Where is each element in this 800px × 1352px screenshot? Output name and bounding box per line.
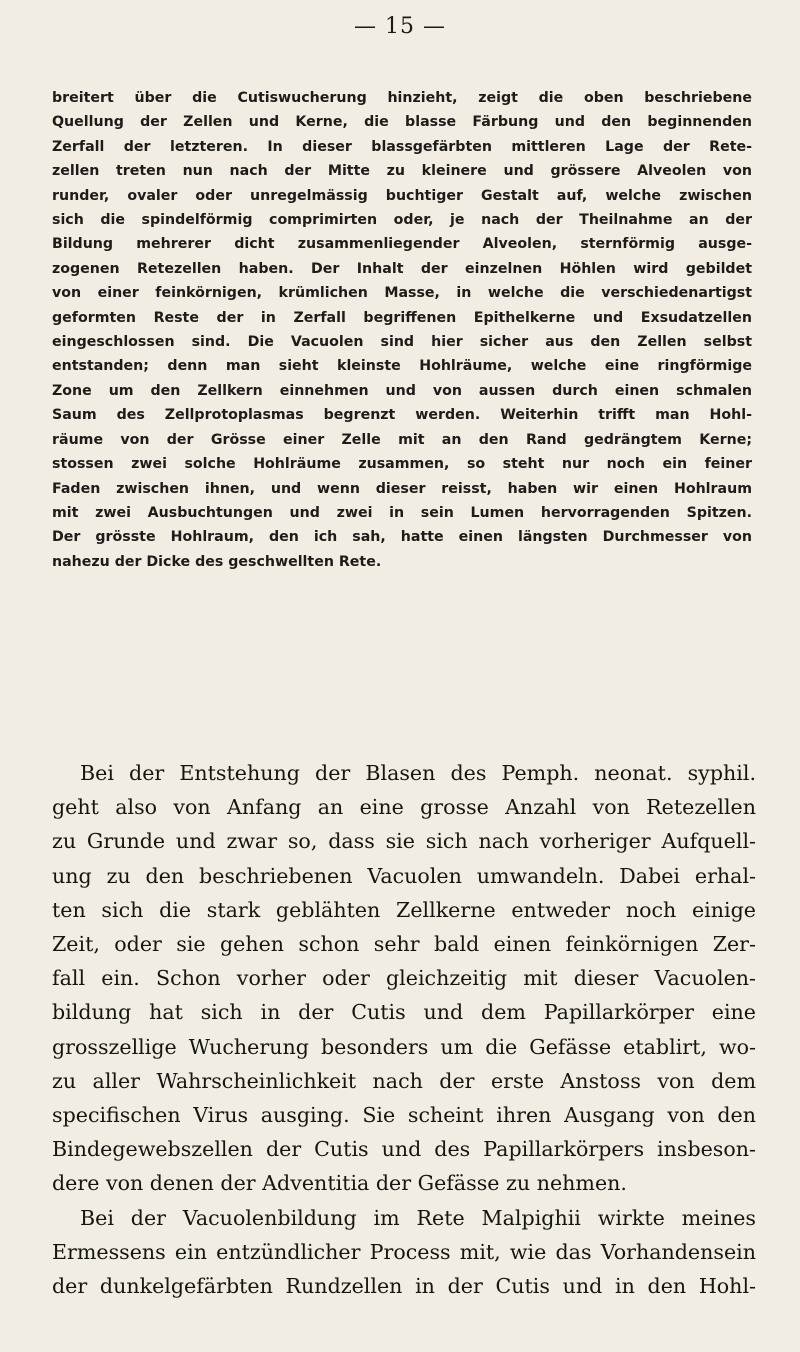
text-line: Bildung mehrerer dicht zusammenliegender Alveolen, sternförmig ausge- (52, 236, 752, 253)
text-line: zogenen Retezellen haben. Der Inhalt der einzelnen Höhlen wird gebildet (52, 260, 752, 277)
text-line: mit zwei Ausbuchtungen und zwei in sein Lumen hervorragenden Spitzen. (52, 504, 752, 521)
text-line: breitert über die Cutiswucherung hinzieht, zeigt die oben beschriebene (52, 90, 752, 106)
text-line: Bindegewebszellen der Cutis und des Papillarkörpers insbeson- (52, 1137, 756, 1162)
text-line: zellen treten nun nach der Mitte zu kleinere und grössere Alveolen von (52, 163, 752, 180)
text-line: zu Grunde und zwar so, dass sie sich nach vorheriger Aufquell- (52, 829, 756, 854)
text-line: geformten Reste der in Zerfall begriffenen Epithelkerne und Exsudatzellen (52, 309, 752, 326)
text-line: Ermessens ein entzündlicher Process mit, wie das Vorhandensein (52, 1239, 756, 1264)
text-line: runder, ovaler oder unregelmässig buchtiger Gestalt auf, welche zwischen (52, 187, 752, 204)
text-line: ung zu den beschriebenen Vacuolen umwandeln. Dabei erhal- (52, 863, 756, 888)
text-line: geht also von Anfang an eine grosse Anzahl von Retezellen (52, 795, 756, 820)
text-line: grosszellige Wucherung besonders um die Gefässe etablirt, wo- (52, 1034, 756, 1059)
text-line: ten sich die stark geblähten Zellkerne entweder noch einige (52, 897, 756, 922)
main-text (52, 756, 756, 1303)
text-line: Faden zwischen ihnen, und wenn dieser reisst, haben wir einen Hohlraum (52, 480, 752, 497)
text-line: Zeit, oder sie gehen schon sehr bald einen feinkörnigen Zer- (52, 932, 756, 957)
text-line: zu aller Wahrscheinlichkeit nach der erste Anstoss von dem (52, 1068, 756, 1093)
text-line: stossen zwei solche Hohlräume zusammen, so steht nur noch ein feiner (52, 456, 752, 473)
text-line: sich die spindelförmig comprimirten oder, je nach der Theilnahme an der (52, 212, 752, 229)
text-line: Zone um den Zellkern einnehmen und von aussen durch einen schmalen (52, 382, 752, 399)
text-line: eingeschlossen sind. Die Vacuolen sind hier sicher aus den Zellen selbst (52, 334, 752, 351)
paragraph-vacuole (52, 1201, 756, 1304)
small-print-paragraph (52, 86, 752, 574)
text-line: nahezu der Dicke des geschwellten Rete. (52, 553, 382, 570)
page-number: — 15 — (354, 14, 446, 39)
text-line: von einer feinkörnigen, krümlichen Masse, in welche die verschiedenartigst (52, 285, 752, 302)
text-line: Saum des Zellprotoplasmas begrenzt werden. Weiterhin trifft man Hohl- (52, 407, 752, 424)
paragraph-summary (52, 756, 756, 1201)
text-line: räume von der Grösse einer Zelle mit an den Rand gedrängtem Kerne; (52, 431, 752, 448)
text-line: dere von denen der Adventitia der Gefässe zu nehmen. (52, 1171, 627, 1196)
text-line: Zerfall der letzteren. In dieser blassgefärbten mittleren Lage der Rete- (52, 138, 752, 155)
text-line: Bei der Vacuolenbildung im Rete Malpighii wirkte meines (80, 1205, 756, 1230)
text-line: entstanden; denn man sieht kleinste Hohlräume, welche eine ringförmige (52, 358, 752, 375)
text-line: specifischen Virus ausging. Sie scheint ihren Ausgang von den (52, 1103, 756, 1128)
text-line: bildung hat sich in der Cutis und dem Papillarkörper eine (52, 1000, 756, 1025)
text-line: Bei der Entstehung der Blasen des Pemph. neonat. syphil. (80, 761, 756, 785)
text-line: fall ein. Schon vorher oder gleichzeitig mit dieser Vacuolen- (52, 966, 756, 991)
text-line: der dunkelgefärbten Rundzellen in der Cutis und in den Hohl- (52, 1274, 756, 1299)
text-line: Quellung der Zellen und Kerne, die blasse Färbung und den beginnenden (52, 114, 752, 131)
text-line: Der grösste Hohlraum, den ich sah, hatte einen längsten Durchmesser von (52, 529, 752, 546)
